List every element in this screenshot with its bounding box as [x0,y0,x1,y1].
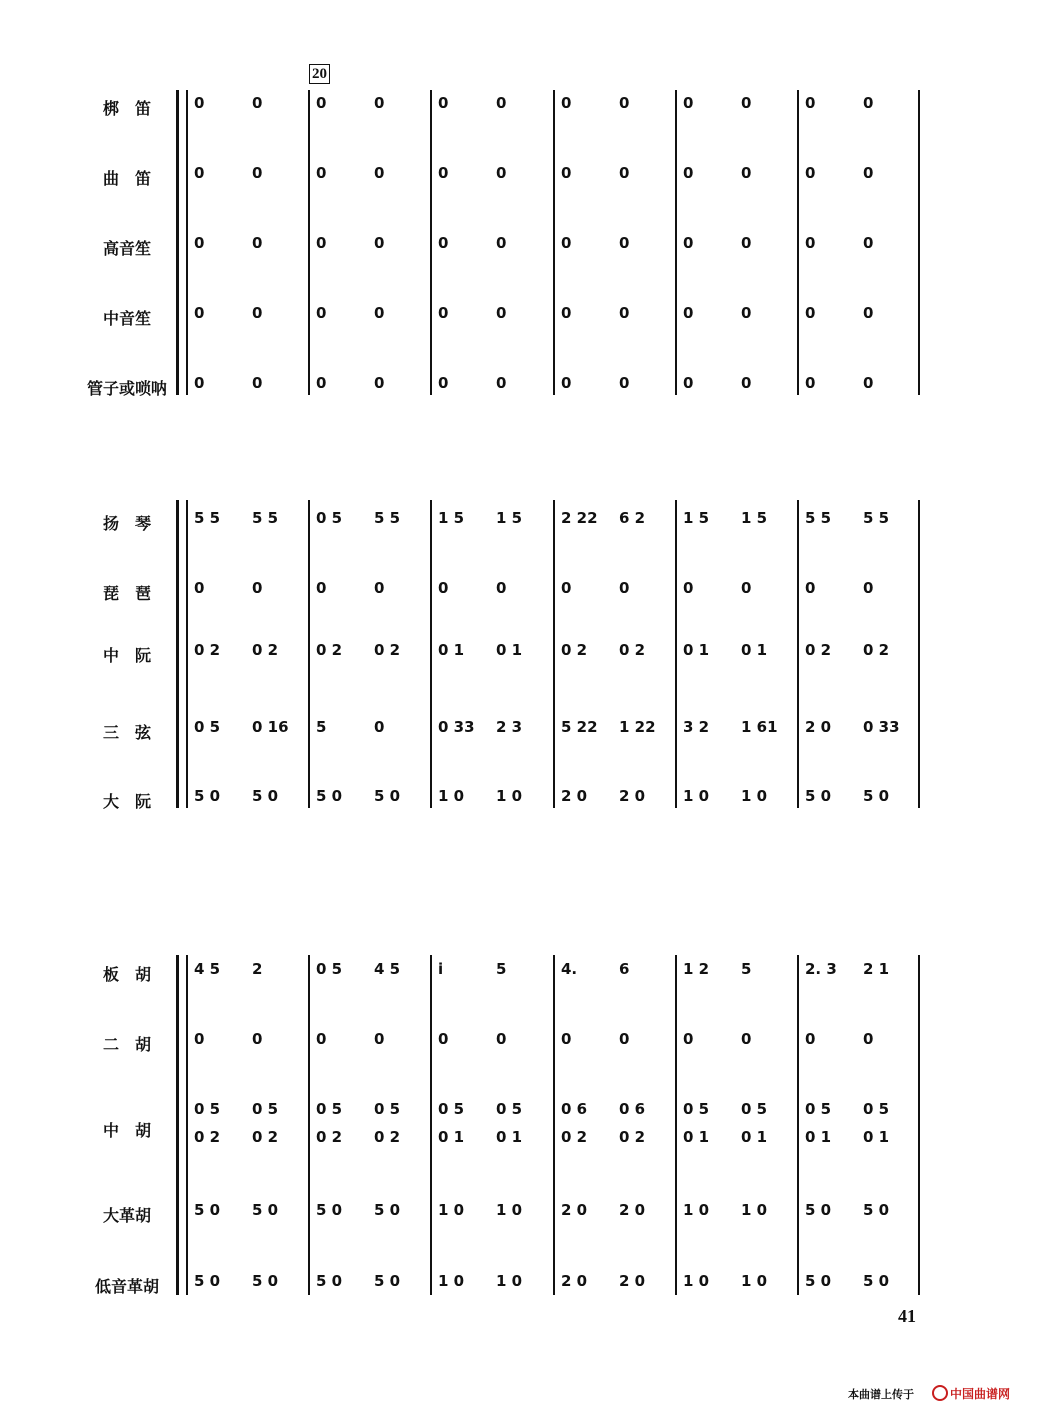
bar-line [918,955,920,1295]
note-group: 5 0 [863,1272,890,1290]
note-group: 0 33 [438,718,475,736]
note-group: 0 [194,234,205,252]
page-number: 41 [898,1306,916,1326]
note-group: 0 2 [194,1128,221,1146]
note-group: 0 [561,234,572,252]
bar-line [918,90,920,395]
note-group: 1 5 [683,509,710,527]
note-group: 0 [374,164,385,182]
note-group: 0 [194,94,205,112]
instrument-label: 大革胡 [102,1206,151,1225]
note-group: 2 0 [619,1272,646,1290]
footer-text: 本曲谱上传于 [848,1388,914,1401]
note-group: 0 [561,1030,572,1048]
note-group: 4. [561,960,578,978]
note-group: 5 5 [194,509,221,527]
note-group: 5 0 [374,787,401,805]
bar-line [186,500,188,808]
note-group: 0 2 [561,1128,588,1146]
instrument-label: 中音笙 [102,309,151,328]
bar-line [186,955,188,1295]
note-group: 0 1 [683,1128,710,1146]
note-group: 1 5 [496,509,523,527]
note-group: 0 1 [863,1128,890,1146]
note-group: 0 [252,94,263,112]
note-group: 0 5 [741,1100,768,1118]
note-group: 1 61 [741,718,778,736]
note-group: 0 [683,304,694,322]
note-group: 1 0 [438,1272,465,1290]
note-group: 5 0 [316,1201,343,1219]
note-group: 0 2 [252,641,279,659]
note-group: 0 [561,374,572,392]
note-group: 2 0 [561,1201,588,1219]
instrument-label: 板 胡 [102,965,151,984]
bar-line [553,90,555,395]
bar-line [553,955,555,1295]
note-group: 0 [741,579,752,597]
note-group: 0 [496,164,507,182]
note-group: 0 1 [496,1128,523,1146]
instrument-label: 二 胡 [102,1035,151,1054]
note-group: 0 5 [683,1100,710,1118]
note-group: 0 2 [316,641,343,659]
note-group: 0 5 [863,1100,890,1118]
note-group: 1 5 [438,509,465,527]
note-group: 0 [619,374,630,392]
note-group: 0 2 [863,641,890,659]
rehearsal-mark: 20 [309,64,330,84]
note-group: 0 6 [619,1100,646,1118]
note-group: 0 2 [805,641,832,659]
note-group: 5 0 [374,1272,401,1290]
note-group: 0 2 [374,1128,401,1146]
note-group: 0 [496,1030,507,1048]
note-group: 2 0 [619,1201,646,1219]
note-group: 0 5 [438,1100,465,1118]
note-group: 0 [496,579,507,597]
note-group: 0 5 [194,718,221,736]
note-group: 1 22 [619,718,656,736]
note-group: 0 1 [805,1128,832,1146]
note-group: 5 0 [252,787,279,805]
note-group: 0 [741,304,752,322]
note-group: 0 [374,1030,385,1048]
note-group: 0 [496,234,507,252]
bar-line [186,90,188,395]
note-group: 2. 3 [805,960,837,978]
note-group: 2 0 [561,787,588,805]
note-group: 5 0 [316,1272,343,1290]
note-group: 0 5 [252,1100,279,1118]
note-group: 0 [863,579,874,597]
bar-line [675,955,677,1295]
note-group: 5 [496,960,507,978]
note-group: 0 5 [496,1100,523,1118]
note-group: 5 22 [561,718,598,736]
note-group: 0 [496,94,507,112]
note-group: 0 [561,579,572,597]
note-group: 0 [863,374,874,392]
note-group: 0 [863,1030,874,1048]
note-group: 5 0 [194,1201,221,1219]
note-group: 5 5 [252,509,279,527]
note-group: 2 0 [619,787,646,805]
instrument-label: 三 弦 [102,723,151,742]
bar-line [797,500,799,808]
note-group: 1 0 [741,787,768,805]
note-group: 0 16 [252,718,289,736]
note-group: 6 2 [619,509,646,527]
bar-line [553,500,555,808]
note-group: 0 [252,374,263,392]
note-group: 0 [252,304,263,322]
note-group: 1 0 [741,1201,768,1219]
note-group: 2 0 [805,718,832,736]
note-group: 0 5 [374,1100,401,1118]
note-group: 5 0 [805,1272,832,1290]
note-group: 0 [252,234,263,252]
note-group: 0 [741,234,752,252]
note-group: 1 2 [683,960,710,978]
note-group: 0 [561,304,572,322]
note-group: 0 [438,304,449,322]
note-group: 0 5 [316,1100,343,1118]
note-group: 2 [252,960,263,978]
note-group: 0 [741,1030,752,1048]
note-group: 5 0 [194,1272,221,1290]
note-group: 0 2 [374,641,401,659]
note-group: 0 [194,304,205,322]
note-group: 0 [438,234,449,252]
instrument-label: 高音笙 [102,239,151,258]
note-group: 0 [561,94,572,112]
note-group: 0 2 [561,641,588,659]
note-group: 5 0 [252,1201,279,1219]
note-group: 0 [438,1030,449,1048]
bar-line [308,90,310,395]
note-group: 5 5 [374,509,401,527]
note-group: 0 [683,579,694,597]
note-group: 0 [496,304,507,322]
note-group: 0 [805,94,816,112]
note-group: 0 [316,164,327,182]
note-group: 0 2 [619,1128,646,1146]
note-group: 0 [683,1030,694,1048]
brand-logo-icon [932,1385,948,1401]
note-group: 0 1 [496,641,523,659]
note-group: 1 0 [741,1272,768,1290]
bar-line [675,90,677,395]
note-group: 0 [252,164,263,182]
note-group: 0 [194,164,205,182]
note-group: 2 1 [863,960,890,978]
note-group: 0 [619,304,630,322]
note-group: 0 33 [863,718,900,736]
bar-line [797,90,799,395]
note-group: 0 6 [561,1100,588,1118]
note-group: 2 3 [496,718,523,736]
note-group: 0 [374,374,385,392]
note-group: 0 [805,164,816,182]
note-group: 0 1 [438,641,465,659]
note-group: 0 1 [683,641,710,659]
note-group: 0 [683,94,694,112]
note-group: 1 0 [683,787,710,805]
note-group: 0 [805,579,816,597]
footer-brand: 中国曲谱网 [950,1387,1011,1401]
note-group: 5 0 [252,1272,279,1290]
note-group: 0 [863,234,874,252]
note-group: 1 0 [438,1201,465,1219]
note-group: 0 2 [194,641,221,659]
bar-line [430,90,432,395]
note-group: 0 [805,374,816,392]
note-group: 0 [374,304,385,322]
note-group: 1 0 [683,1201,710,1219]
instrument-label: 扬 琴 [102,514,151,533]
bar-line [797,955,799,1295]
note-group: 4 5 [374,960,401,978]
note-group: 0 5 [316,509,343,527]
note-group: 0 [438,579,449,597]
note-group: 0 [863,94,874,112]
note-group: 0 [683,374,694,392]
note-group: 0 [683,234,694,252]
note-group: 0 [741,94,752,112]
note-group: 2 22 [561,509,598,527]
note-group: 5 5 [805,509,832,527]
note-group: 1 5 [741,509,768,527]
note-group: 0 [316,374,327,392]
note-group: 5 0 [863,1201,890,1219]
note-group: 0 [316,579,327,597]
note-group: 0 [252,579,263,597]
note-group: 3 2 [683,718,710,736]
note-group: 0 [619,234,630,252]
note-group: 0 [741,164,752,182]
note-group: 0 [194,579,205,597]
note-group: 0 [374,718,385,736]
note-group: 0 [374,579,385,597]
note-group: 0 [805,304,816,322]
note-group: 0 [619,164,630,182]
bar-line [675,500,677,808]
note-group: 5 0 [805,787,832,805]
instrument-label: 梆 笛 [102,99,151,118]
note-group: 0 [374,234,385,252]
instrument-label: 低音革胡 [94,1277,159,1296]
instrument-label: 曲 笛 [102,169,151,188]
note-group: 5 5 [863,509,890,527]
note-group: 0 2 [316,1128,343,1146]
note-group: 1 0 [683,1272,710,1290]
note-group: 0 [374,94,385,112]
note-group: i [438,960,444,978]
note-group: 0 [316,94,327,112]
note-group: 4 5 [194,960,221,978]
note-group: 0 5 [805,1100,832,1118]
note-group: 0 [561,164,572,182]
note-group: 0 [316,304,327,322]
note-group: 0 [863,304,874,322]
note-group: 5 [741,960,752,978]
note-group: 0 [496,374,507,392]
note-group: 0 [252,1030,263,1048]
note-group: 1 0 [496,1201,523,1219]
note-group: 5 [316,718,327,736]
instrument-label: 中 胡 [102,1121,151,1140]
instrument-label: 大 阮 [102,792,151,811]
bar-line [308,955,310,1295]
note-group: 0 [194,1030,205,1048]
bar-line [308,500,310,808]
note-group: 5 0 [194,787,221,805]
note-group: 6 [619,960,630,978]
note-group: 5 0 [374,1201,401,1219]
note-group: 1 0 [496,787,523,805]
note-group: 5 0 [863,787,890,805]
note-group: 0 [805,1030,816,1048]
note-group: 0 2 [252,1128,279,1146]
note-group: 0 [805,234,816,252]
note-group: 0 5 [194,1100,221,1118]
note-group: 0 [438,94,449,112]
instrument-label: 管子或唢呐 [86,379,167,398]
bar-line [430,955,432,1295]
bar-line [430,500,432,808]
note-group: 1 0 [438,787,465,805]
instrument-label: 琵 琶 [102,584,151,603]
note-group: 0 [194,374,205,392]
note-group: 0 [316,1030,327,1048]
note-group: 0 [438,164,449,182]
note-group: 0 [619,94,630,112]
note-group: 0 1 [741,1128,768,1146]
note-group: 0 [619,1030,630,1048]
note-group: 0 5 [316,960,343,978]
note-group: 0 2 [619,641,646,659]
bar-line [918,500,920,808]
note-group: 0 [438,374,449,392]
note-group: 5 0 [805,1201,832,1219]
note-group: 0 [619,579,630,597]
note-group: 2 0 [561,1272,588,1290]
note-group: 0 1 [438,1128,465,1146]
note-group: 0 1 [741,641,768,659]
note-group: 0 [316,234,327,252]
note-group: 1 0 [496,1272,523,1290]
note-group: 5 0 [316,787,343,805]
note-group: 0 [683,164,694,182]
note-group: 0 [863,164,874,182]
instrument-label: 中 阮 [102,646,151,665]
note-group: 0 [741,374,752,392]
